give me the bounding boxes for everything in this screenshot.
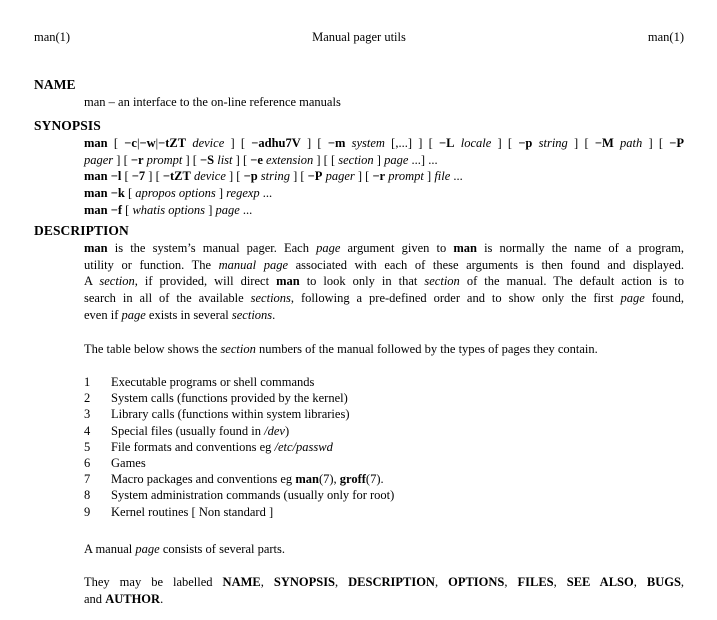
inline-section-name: AUTHOR (105, 591, 161, 606)
inline-section-name: SEE ALSO (566, 575, 634, 589)
description-line (84, 240, 684, 257)
inline-term: section (424, 274, 460, 289)
synopsis-arg: page (215, 202, 240, 217)
synopsis-arg: regexp (226, 186, 260, 201)
synopsis-line-1 (84, 135, 684, 152)
synopsis-arg: pager (84, 152, 114, 167)
synopsis-option: −tZT (162, 169, 191, 184)
section-row (84, 390, 684, 406)
description-text: even if (84, 307, 122, 322)
section-number: 5 (84, 439, 91, 454)
section-description (111, 471, 384, 488)
synopsis-text: ... (239, 202, 253, 217)
section-description-command: groff (339, 472, 366, 487)
description-text: , (553, 575, 567, 589)
description-text: associated with each of these arguments is then found and displayed. (288, 257, 684, 272)
section-description: System calls (functions provided by the kernel) (111, 391, 348, 406)
synopsis-line-5 (84, 202, 684, 219)
synopsis-text: [ (121, 169, 132, 184)
synopsis-text: ] [ (642, 136, 670, 150)
description-text: The table below shows the (84, 342, 221, 356)
inline-section-name: NAME (222, 575, 261, 589)
synopsis-arg: path (613, 136, 643, 150)
description-line (84, 290, 684, 307)
synopsis-arg: system (345, 136, 385, 150)
header-center-title: Manual pager utils (312, 30, 406, 44)
page-header (34, 29, 684, 45)
inline-term: section (220, 342, 256, 356)
description-text: , (680, 575, 685, 589)
name-heading: NAME (34, 77, 76, 92)
synopsis-text: ] [ (224, 136, 252, 150)
section-description: Library calls (functions within system libraries) (111, 407, 350, 422)
section-number: 3 (84, 407, 91, 422)
section-description-text: ) (284, 423, 290, 438)
synopsis-text: ] [ (289, 169, 308, 184)
synopsis-option: −f (110, 202, 123, 217)
synopsis-arg: device (190, 169, 226, 184)
synopsis-option: −e (250, 152, 263, 167)
header-right-title: man(1) (647, 30, 684, 44)
synopsis-arg: section (338, 152, 374, 167)
synopsis-option: −k (110, 186, 125, 201)
synopsis-command: man (84, 169, 108, 184)
synopsis-text: | (155, 136, 159, 150)
section-row (84, 439, 684, 455)
synopsis-text: ] (215, 186, 227, 201)
description-paragraph-3 (84, 541, 684, 558)
synopsis-text: ] [ (567, 136, 595, 150)
description-paragraph-1 (84, 240, 684, 324)
synopsis-option: −p (518, 136, 533, 150)
inline-term: sections (231, 307, 273, 322)
description-text: , (633, 575, 647, 589)
description-text: They may be labelled (84, 575, 223, 589)
description-line (84, 591, 684, 608)
inline-section-name: OPTIONS (448, 575, 505, 589)
description-text: . (272, 307, 276, 322)
synopsis-option: −r (372, 169, 386, 184)
inline-command: man (276, 274, 300, 289)
synopsis-text: ...] ... (408, 152, 438, 167)
synopsis-arg: pager (322, 169, 355, 184)
inline-section-name: FILES (517, 575, 554, 589)
inline-term: page (620, 291, 645, 306)
synopsis-arg: device (186, 136, 225, 150)
synopsis-arg: extension (262, 152, 314, 167)
description-line (84, 574, 684, 591)
description-text: is the system’s manual pager. Each (107, 241, 317, 255)
synopsis-text: [ (122, 202, 133, 217)
section-description: System administration commands (usually only for root) (111, 488, 395, 503)
synopsis-arg: file (434, 169, 451, 184)
section-number: 8 (84, 488, 91, 503)
section-description (111, 423, 289, 440)
name-text: man – an interface to the on-line reference manuals (84, 95, 341, 109)
description-text: argument given to (340, 241, 454, 255)
description-text: A manual (84, 542, 136, 556)
synopsis-option: −r (130, 152, 144, 167)
name-section-body (84, 94, 684, 111)
synopsis-text: [,...] ] [ (384, 136, 440, 150)
synopsis-option: −tZT (158, 136, 187, 150)
description-text: , (434, 575, 449, 589)
synopsis-option: −l (110, 169, 122, 184)
synopsis-line-4 (84, 185, 684, 202)
synopsis-arg: prompt (143, 152, 183, 167)
section-description: Kernel routines [ Non standard ] (111, 504, 274, 519)
synopsis-arg: list (214, 152, 233, 167)
inline-term: section (99, 274, 135, 289)
section-description: Executable programs or shell commands (111, 375, 315, 389)
section-description-text: Macro packages and conventions eg (111, 472, 296, 487)
synopsis-text: ] [ (113, 152, 131, 167)
synopsis-text: ] [ (225, 169, 244, 184)
description-text: , (260, 575, 274, 589)
synopsis-arg: page (384, 152, 409, 167)
section-row (84, 471, 684, 487)
synopsis-option: −c (124, 136, 137, 150)
synopsis-line-2 (84, 152, 684, 169)
description-paragraph-2 (84, 341, 684, 358)
header-left-title: man(1) (34, 30, 71, 44)
synopsis-arg: apropos options (135, 186, 216, 201)
section-row (84, 423, 684, 439)
section-description-text: (7). (365, 472, 384, 487)
section-row (84, 406, 684, 422)
description-line (84, 307, 684, 324)
description-line (84, 257, 684, 274)
synopsis-text: ] (423, 169, 435, 184)
synopsis-text: ] [ (145, 169, 163, 184)
description-text: and (84, 591, 106, 606)
synopsis-option: −p (243, 169, 258, 184)
section-number: 9 (84, 504, 91, 519)
description-text: , if provided, will direct (134, 274, 277, 289)
synopsis-text: ... (450, 169, 463, 184)
description-paragraph-4 (84, 574, 684, 607)
section-description-path: /dev (264, 423, 285, 438)
section-description (111, 439, 333, 456)
section-description: Games (111, 455, 146, 470)
synopsis-option: −P (307, 169, 323, 184)
synopsis-command: man (84, 202, 108, 217)
synopsis-option: −adhu7V (251, 136, 301, 150)
section-number: 6 (84, 455, 91, 470)
synopsis-option: −M (594, 136, 614, 150)
section-description-command: man (295, 472, 319, 487)
description-line (84, 341, 684, 358)
section-number: 1 (84, 375, 91, 389)
section-row (84, 487, 684, 503)
synopsis-text: ] [ (491, 136, 519, 150)
inline-section-name: DESCRIPTION (348, 575, 435, 589)
description-text: consists of several parts. (159, 542, 286, 556)
inline-section-name: BUGS (646, 575, 681, 589)
description-text: numbers of the manual followed by the types of pages they contain. (255, 342, 598, 356)
synopsis-arg: whatis options (132, 202, 206, 217)
synopsis-option: −S (200, 152, 215, 167)
synopsis-option: −w (139, 136, 156, 150)
description-line (84, 541, 684, 558)
synopsis-arg: string (532, 136, 568, 150)
inline-term: manual page (218, 257, 289, 272)
description-text: of the manual. The default action is to (459, 274, 685, 289)
synopsis-text: ] [ (354, 169, 373, 184)
description-heading: DESCRIPTION (34, 223, 129, 238)
synopsis-option: −7 (131, 169, 146, 184)
description-text: , (335, 575, 349, 589)
section-number: 4 (84, 423, 91, 438)
section-number: 7 (84, 472, 91, 487)
synopsis-arg: string (257, 169, 290, 184)
synopsis-text: [ (124, 186, 136, 201)
description-line (84, 273, 684, 290)
description-text: to look only in that (299, 274, 425, 289)
synopsis-arg: locale (454, 136, 492, 150)
synopsis-command: man (84, 186, 108, 201)
description-text: exists in several (145, 307, 232, 322)
synopsis-text: [ (113, 136, 125, 150)
synopsis-text: ... (259, 186, 273, 201)
inline-command: man (453, 241, 477, 255)
description-text: A (84, 274, 100, 289)
inline-term: page (121, 307, 146, 322)
description-text: search in all of the available (84, 291, 251, 306)
synopsis-text: ] [ (182, 152, 201, 167)
synopsis-line-3 (84, 168, 684, 185)
inline-term: page (316, 241, 341, 255)
section-description-path: /etc/passwd (274, 439, 333, 454)
description-text: utility or function. The (84, 257, 219, 272)
section-description-text: (7), (318, 472, 340, 487)
inline-term: sections (250, 291, 291, 306)
section-number: 2 (84, 391, 91, 406)
synopsis-command: man (84, 136, 108, 150)
synopsis-heading: SYNOPSIS (34, 118, 101, 133)
section-row (84, 504, 684, 520)
synopsis-option: −P (669, 136, 685, 150)
synopsis-text: | (136, 136, 140, 150)
synopsis-text: ] [ (232, 152, 251, 167)
description-text: , (504, 575, 518, 589)
synopsis-text: ] (373, 152, 385, 167)
section-description-text: File formats and conventions eg (111, 439, 275, 454)
section-description-text: Special files (usually found in (111, 423, 265, 438)
inline-term: page (135, 542, 160, 556)
synopsis-option: −m (327, 136, 346, 150)
section-row (84, 374, 684, 390)
inline-command: man (84, 241, 108, 255)
synopsis-arg: prompt (385, 169, 424, 184)
description-text: found, (644, 291, 684, 306)
section-row (84, 455, 684, 471)
description-text: is normally the name of a program, (476, 241, 684, 255)
synopsis-text: ] [ [ (313, 152, 339, 167)
inline-section-name: SYNOPSIS (273, 575, 336, 589)
synopsis-text: ] [ (300, 136, 328, 150)
synopsis-text: ] (205, 202, 216, 217)
description-text: , following a pre-defined order and to show only the first (290, 291, 621, 306)
description-text: . (160, 591, 164, 606)
synopsis-option: −L (439, 136, 455, 150)
section-table (84, 374, 684, 520)
synopsis-body (84, 135, 684, 219)
